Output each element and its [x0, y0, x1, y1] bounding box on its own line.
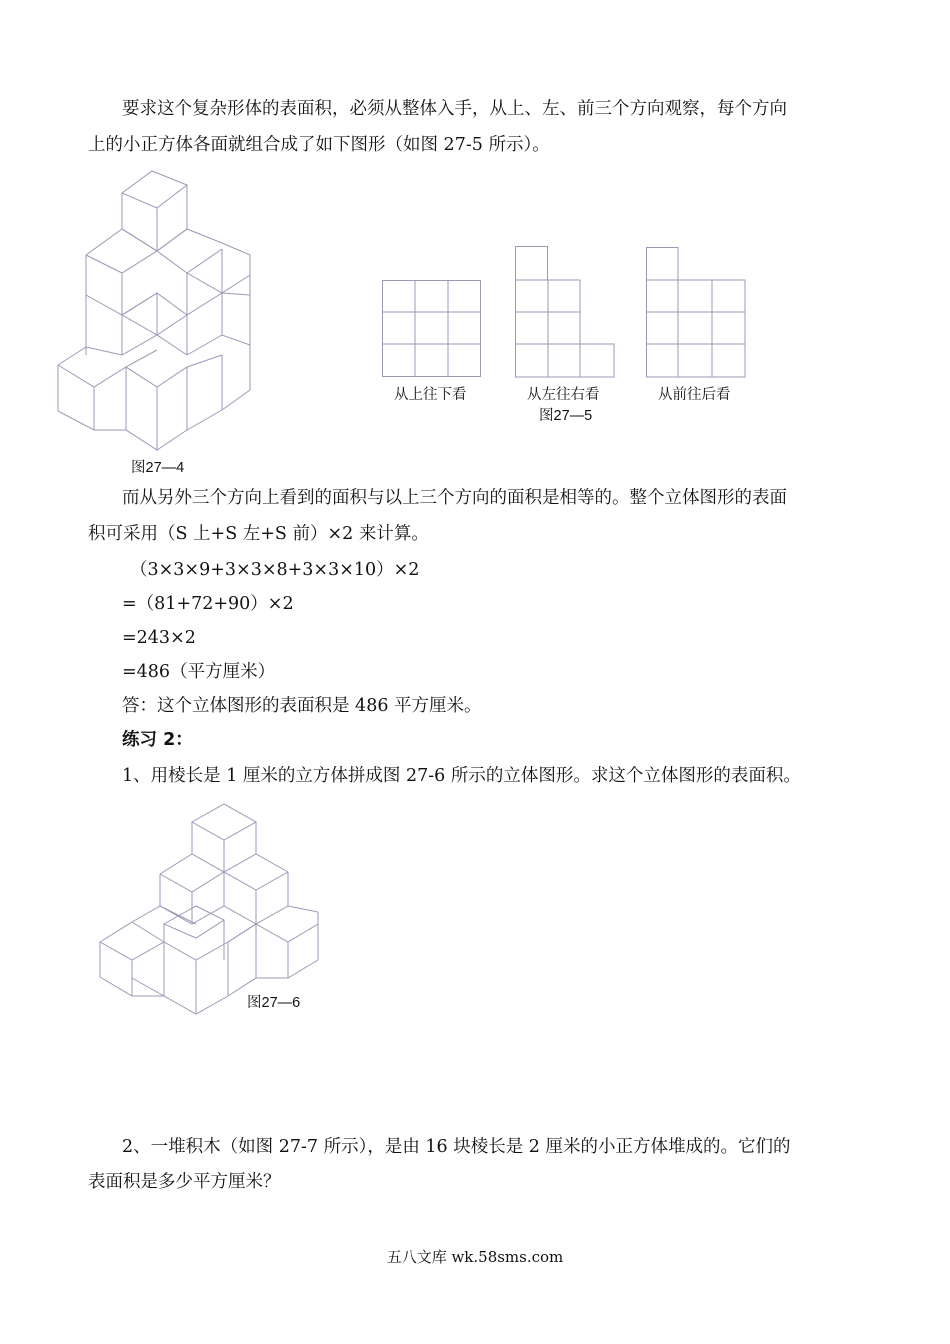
calculation-line: =486（平方厘米）: [122, 662, 276, 682]
front-view-label: 从前往后看: [658, 387, 731, 403]
question-2-cont: 表面积是多少平方厘米？: [88, 1172, 281, 1192]
figure-27-4-cube-stack: [50, 165, 260, 455]
paragraph-line: 积可采用（S 上+S 左+S 前）×2 来计算。: [88, 524, 429, 544]
top-view-label: 从上往下看: [394, 387, 467, 403]
calculation-line: （3×3×9+3×3×8+3×3×10）×2: [130, 560, 420, 580]
figure-27-6-caption: 图27—6: [247, 995, 301, 1011]
question-1: 1、用棱长是 1 厘米的立方体拼成图 27-6 所示的立体图形。求这个立体图形的表面积。: [122, 766, 801, 786]
footer-watermark: 五八文库 wk.58sms.com: [386, 1248, 564, 1266]
figure-27-6-cube-stack: [98, 802, 323, 1017]
exercise-title: 练习 2：: [122, 730, 193, 750]
figure-27-4-caption: 图27—4: [131, 460, 185, 476]
paragraph-line: 要求这个复杂形体的表面积，必须从整体入手，从上、左、前三个方向观察，每个方向: [122, 99, 787, 119]
calculation-line: =（81+72+90）×2: [122, 594, 294, 614]
paragraph-line: 上的小正方体各面就组合成了如下图形（如图 27-5 所示）。: [88, 135, 550, 155]
figure-27-5-caption: 图27—5: [539, 408, 593, 424]
paragraph-line: 而从另外三个方向上看到的面积与以上三个方向的面积是相等的。整个立体图形的表面: [122, 488, 787, 508]
left-view-grid: [515, 246, 617, 380]
front-view-grid: [646, 247, 748, 381]
top-view-grid: [382, 280, 482, 380]
answer-line: 答：这个立体图形的表面积是 486 平方厘米。: [122, 696, 482, 716]
question-2: 2、一堆积木（如图 27-7 所示），是由 16 块棱长是 2 厘米的小正方体堆成的。它们的: [122, 1137, 791, 1157]
left-view-label: 从左往右看: [527, 387, 600, 403]
calculation-line: =243×2: [122, 628, 196, 648]
